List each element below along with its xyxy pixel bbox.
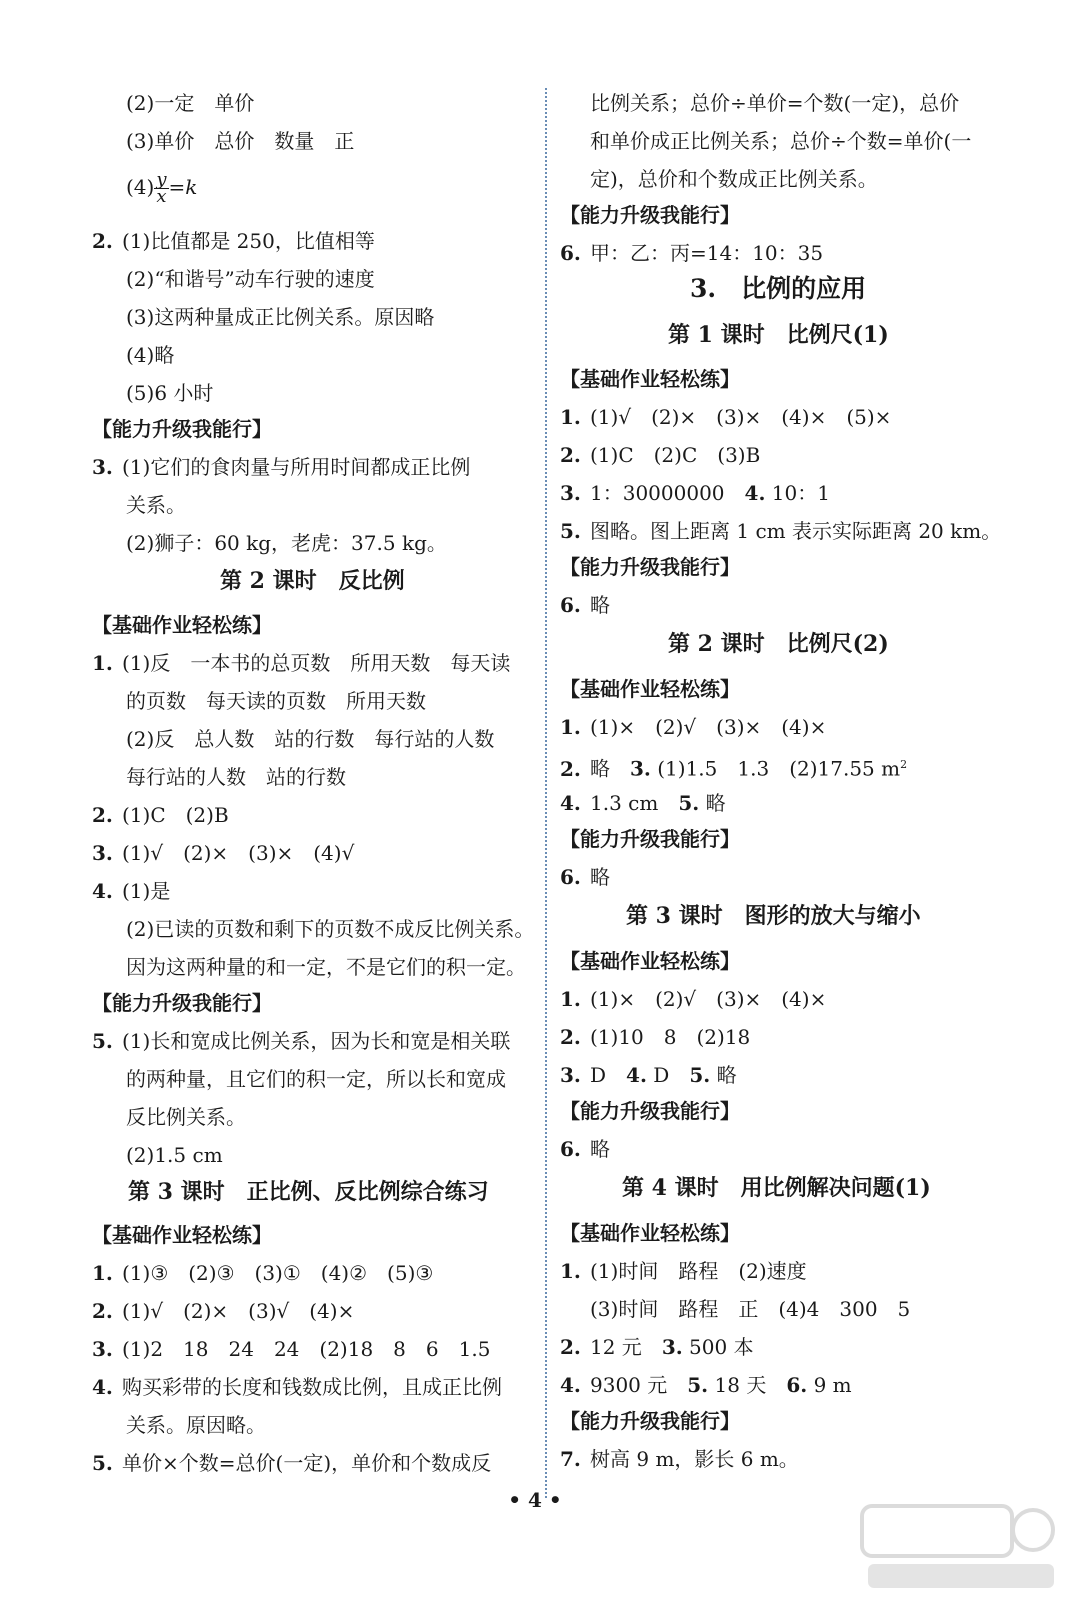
lesson-title: 第 4 课时 用比例解决问题(1) <box>622 1175 931 1201</box>
question-1: 1. (1)③ (2)③ (3)① (4)② (5)③ <box>92 1261 434 1285</box>
answer-line: (3)单价 总价 数量 正 <box>126 129 355 153</box>
question-3: 3. (1)2 18 24 24 (2)18 8 6 1.5 <box>92 1337 491 1361</box>
lesson-title: 第 1 课时 比例尺(1) <box>668 322 889 348</box>
question-2: 2. (1)√ (2)× (3)√ (4)× <box>92 1299 355 1323</box>
answer-line-fraction: (4) $\frac{y}{x}$ =k <box>126 169 198 207</box>
answer-line: 的两种量，且它们的积一定，所以长和宽成 <box>126 1067 506 1091</box>
answer-line: 因为这两种量的和一定，不是它们的积一定。 <box>126 955 526 979</box>
question-1: 1. (1)√ (2)× (3)× (4)× (5)× <box>560 405 892 429</box>
lesson-title: 第 2 课时 反比例 <box>220 568 405 594</box>
answer-line: 定)，总价和个数成正比例关系。 <box>590 167 878 191</box>
section-heading: 【基础作业轻松练】 <box>560 949 740 973</box>
answer-line: 反比例关系。 <box>126 1105 246 1129</box>
answer-line: (4)略 <box>126 343 175 367</box>
answer-line: (2)已读的页数和剩下的页数不成反比例关系。 <box>126 917 535 941</box>
lesson-title: 第 2 课时 比例尺(2) <box>668 631 889 657</box>
question-2-3: 2. 略 3. (1)1.5 1.3 (2)17.55 $m^2$ <box>560 756 908 781</box>
question-6: 6. 略 <box>560 593 610 617</box>
section-heading: 【能力升级我能行】 <box>560 1099 740 1123</box>
section-heading: 【能力升级我能行】 <box>92 417 272 441</box>
question-3-4-5: 3. D 4. D 5. 略 <box>560 1063 737 1087</box>
answer-line: (3)这两种量成正比例关系。原因略 <box>126 305 435 329</box>
lesson-title: 第 3 课时 图形的放大与缩小 <box>626 903 921 929</box>
column-divider <box>545 88 547 1498</box>
question-1: 1. (1)× (2)√ (3)× (4)× <box>560 715 827 739</box>
answer-line: 和单价成正比例关系；总价÷个数=单价(一 <box>590 129 972 153</box>
question-3: 3. (1)√ (2)× (3)× (4)√ <box>92 841 355 865</box>
answer-line: (3)时间 路程 正 (4)4 300 5 <box>590 1297 911 1321</box>
section-heading: 【基础作业轻松练】 <box>92 1223 272 1247</box>
answer-line: 的页数 每天读的页数 所用天数 <box>126 689 426 713</box>
section-heading: 【能力升级我能行】 <box>92 991 272 1015</box>
lesson-title: 第 3 课时 正比例、反比例综合练习 <box>128 1179 489 1205</box>
section-heading: 【能力升级我能行】 <box>560 555 740 579</box>
question-5: 5. 单价×个数=总价(一定)，单价和个数成反 <box>92 1451 492 1475</box>
answer-line: (2)一定 单价 <box>126 91 255 115</box>
answer-line: 每行站的人数 站的行数 <box>126 765 346 789</box>
answer-line: (2)反 总人数 站的行数 每行站的人数 <box>126 727 495 751</box>
fraction-y-over-x: $\frac{y}{x}$ <box>156 169 167 207</box>
question-2: 2. (1)C (2)B <box>92 803 229 827</box>
answer-line: (5)6 小时 <box>126 381 214 405</box>
question-6: 6. 略 <box>560 865 610 889</box>
question-2: 2. (1)10 8 (2)18 <box>560 1025 751 1049</box>
question-1: 1. (1)时间 路程 (2)速度 <box>560 1259 807 1283</box>
question-4: 4. 购买彩带的长度和钱数成比例，且成正比例 <box>92 1375 502 1399</box>
chapter-title: 3. 比例的应用 <box>690 274 867 303</box>
page-number: • 4 • <box>508 1488 562 1512</box>
question-2: 2. (1)比值都是 250，比值相等 <box>92 229 375 253</box>
section-heading: 【基础作业轻松练】 <box>560 677 740 701</box>
answer-line: (2)1.5 cm <box>126 1143 223 1167</box>
section-heading: 【能力升级我能行】 <box>560 827 740 851</box>
question-7: 7. 树高 9 m，影长 6 m。 <box>560 1447 799 1471</box>
question-4-5-6: 4. 9300 元 5. 18 天 6. 9 m <box>560 1373 852 1397</box>
answer-line: 关系。 <box>126 493 186 517</box>
question-6: 6. 甲：乙：丙=14：10：35 <box>560 241 824 265</box>
question-3-4: 3. 1：30000000 4. 10：1 <box>560 481 830 505</box>
question-4-5: 4. 1.3 cm 5. 略 <box>560 791 726 815</box>
watermark-logo-icon <box>858 1500 1058 1592</box>
section-heading: 【能力升级我能行】 <box>560 1409 740 1433</box>
question-1: 1. (1)反 一本书的总页数 所用天数 每天读 <box>92 651 511 675</box>
section-heading: 【基础作业轻松练】 <box>560 1221 740 1245</box>
section-heading: 【能力升级我能行】 <box>560 203 740 227</box>
answer-line: (2)狮子：60 kg，老虎：37.5 kg。 <box>126 531 447 555</box>
answer-line: 比例关系；总价÷单价=个数(一定)，总价 <box>590 91 960 115</box>
question-3: 3. (1)它们的食肉量与所用时间都成正比例 <box>92 455 471 479</box>
question-6: 6. 略 <box>560 1137 610 1161</box>
section-heading: 【基础作业轻松练】 <box>560 367 740 391</box>
question-1: 1. (1)× (2)√ (3)× (4)× <box>560 987 827 1011</box>
question-2: 2. (1)C (2)C (3)B <box>560 443 761 467</box>
question-4: 4. (1)是 <box>92 879 171 903</box>
question-5: 5. 图略。图上距离 1 cm 表示实际距离 20 km。 <box>560 519 1002 543</box>
question-2-3: 2. 12 元 3. 500 本 <box>560 1335 754 1359</box>
section-heading: 【基础作业轻松练】 <box>92 613 272 637</box>
answer-line: (2)“和谐号”动车行驶的速度 <box>126 267 375 291</box>
question-5: 5. (1)长和宽成比例关系，因为长和宽是相关联 <box>92 1029 511 1053</box>
answer-line: 关系。原因略。 <box>126 1413 266 1437</box>
